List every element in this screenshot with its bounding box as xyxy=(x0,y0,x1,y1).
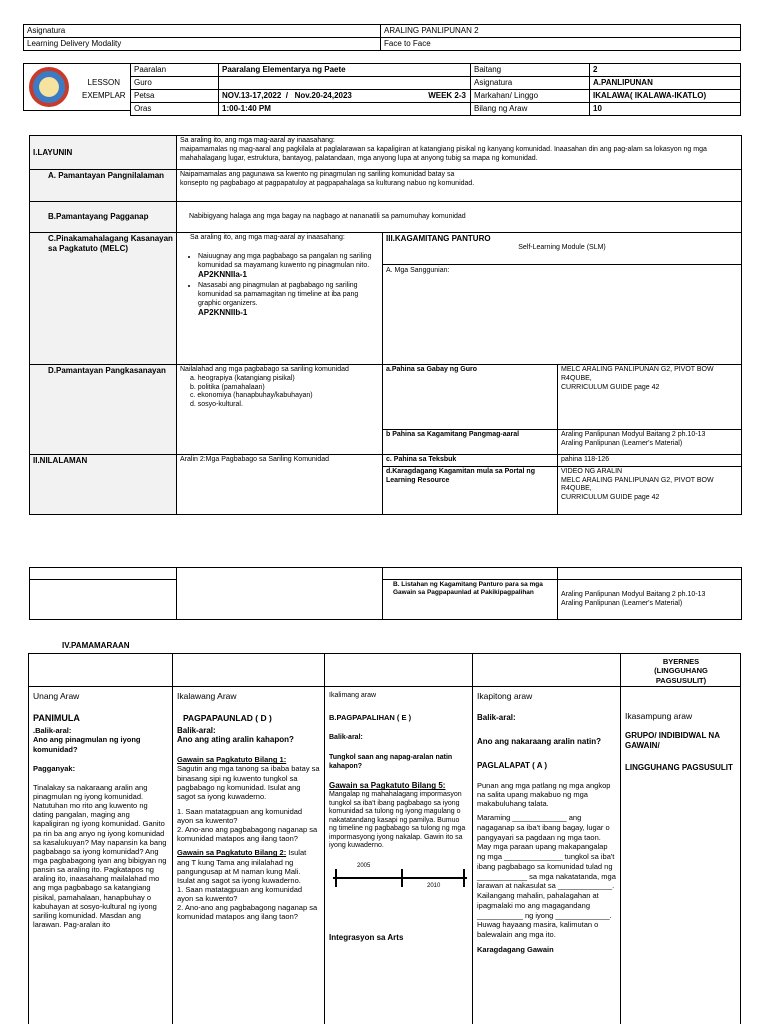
col2-g1-title: Gawain sa Pagkatuto Bilang 1: xyxy=(177,755,287,765)
melc-item-1-text: Naiuugnay ang mga pagbabago sa pangalan ng sariling komunidad sa mayamang kuwento ng pinagmulan nito. xyxy=(198,252,372,269)
col1-balik: .Balik-aral: xyxy=(33,726,72,736)
col4-p3: Karagdagang Gawain xyxy=(477,944,554,954)
col2-day: Ikalawang Araw xyxy=(177,691,237,701)
col3-gawain-text: Mangalap ng mahahalagang impormasyon tungkol sa iba't ibang pagbabago sa iyong komunidad sa tulong ng iyong magulang o nakatatandang kasapi ng pamilya. Bumuo ng timeline ng pagbabago sa tulong ng mga impormasyong iyong nakalap. Gawin ito sa iyong kuwaderno. xyxy=(329,791,466,850)
nilalaman-text: Aralin 2:Mga Pagbabago sa Sariling Komunidad xyxy=(177,455,383,515)
pamamaraan-title: IV.PAMAMARAAN xyxy=(62,641,130,650)
kagamitan-block xyxy=(383,233,741,265)
col2-g2-text: Isulat ang T kung Tama ang inilalahad ng pangungusap at M naman kung Mali. Isulat ang sagot sa iyong kuwaderno. xyxy=(177,848,307,885)
col2-g2-title: Gawain sa Pagkatuto Bilang 2: xyxy=(177,848,287,858)
byernes-label: BYERNES (LINGGUHANG PAGSUSULIT) xyxy=(654,657,708,685)
week-label: WEEK 2-3 xyxy=(428,91,466,100)
oras-label: Oras xyxy=(131,103,219,116)
pangkasanayan-item-3: c. ekonomiya (hanapbuhay/kabuhayan) xyxy=(190,392,313,400)
pamantayan-b-label: B.Pamantayang Pagganap xyxy=(30,202,177,233)
col2-g1-questions: 1. Saan matatagpuan ang komunidad ayon sa kuwento? 2. Ano-ano ang pagbabagong naganap sa komunidad matapos ang ilang taon? xyxy=(177,806,318,844)
paaralan-value: Paaralang Elementarya ng Paete xyxy=(219,64,471,77)
col-ikapitong-araw xyxy=(472,687,621,1024)
col4-p2: Maraming _____________ ang nagaganap sa iba't ibang bagay, lugar o pangyayari sa pagdaan ng mga taon. May mga paraan upang makapangalap ng mga ______________ tungkol sa iba't ibang pagbabago sa komunidad tulad ng ____________ sa mga nakatatanda, mga larawan at nakasulat sa _____________. Kailangang mahalin, pahalagahan at ipagmalaki mo ang magagandang ___________ ng iyong _____________. Huwag hayaang masira, kalimutan o balewalain ang mga ito. xyxy=(477,813,616,940)
col1-question: Ano ang pinagmulan ng iyong komunidad? xyxy=(33,735,141,754)
second-empty-2 xyxy=(177,568,383,620)
kagamitan-text: Self-Learning Module (SLM) xyxy=(518,244,606,251)
layunin-label: I.LAYUNIN xyxy=(30,136,177,170)
baitang-label: Baitang xyxy=(471,64,590,77)
timeline-tick-2 xyxy=(401,869,403,887)
melc-code-1: AP2KNNIIa-1 xyxy=(198,270,247,280)
baitang-value: 2 xyxy=(590,64,741,77)
pangkasanayan-item-4: d. sosyo-kultural. xyxy=(190,401,243,408)
sanggunian-label: A. Mga Sanggunian: xyxy=(386,267,450,274)
col3-day: Ikalimang araw xyxy=(329,692,377,699)
school-seal-icon xyxy=(29,67,69,107)
second-empty-3 xyxy=(383,568,558,580)
modality-label: Learning Delivery Modality xyxy=(24,38,381,51)
petsa-label: Petsa xyxy=(131,90,219,103)
second-empty-4 xyxy=(558,568,742,580)
melc-content xyxy=(177,233,383,365)
col2-g2-questions: 1. Saan matatagpuan ang komunidad ayon sa kuwento? 2. Ano-ano ang pagbabagong naganap sa komunidad matapos ang ilang taon? xyxy=(177,885,318,922)
melc-item-2 xyxy=(198,282,379,319)
mag-aaral-text: Araling Panlipunan Modyul Baitang 2 ph.10-13 Araling Panlipunan (Learner's Material) xyxy=(558,430,742,455)
col5-day: Ikasampung araw xyxy=(625,711,693,721)
main-objectives-table xyxy=(29,135,742,515)
pangkasanayan-content xyxy=(177,365,383,455)
markahan-label: Markahan/ Linggo xyxy=(471,90,590,103)
asignatura-label: Asignatura xyxy=(24,25,381,38)
col1-body: Tinalakay sa nakaraang aralin ang pinagmulan ng iyong komunidad. Natutuhan mo rito ang kuwento ng dating pangalan, maging ang kapaligiran ng iyong komunidad. Ganito pa rin ba ang anyo ng iyong komunidad sa kasalukuyan? May napansin ka bang pagbabago sa iyong komunidad? Ang mga pagbabagong iyan ang bibigyan ng pansin sa araling ito. Pagkatapos ng araling ito, inaasahang mailalahad mo ang mga pagbabago sa katangiang pisikal, pamahalaan, hanapbuhay o kabuhayan at sosyo-kultural ng iyong sariling komunidad. Masdan ang larawan. Pag-aralan ito xyxy=(33,782,167,929)
col2-balik: Balik-aral: xyxy=(177,725,216,735)
modality-value: Face to Face xyxy=(381,38,741,51)
pangkasanayan-label: D.Pamantayan Pangkasanayan xyxy=(30,365,177,455)
col4-balik: Balik-aral: xyxy=(477,713,516,723)
melc-intro: Sa araling ito, ang mga mag-aaral ay inaasahang: xyxy=(190,234,345,241)
lesson-exemplar-label: LESSON EXEMPLAR xyxy=(82,78,126,100)
timeline-year-1: 2005 xyxy=(357,862,371,869)
col2-gawain-2 xyxy=(177,848,320,885)
kagamitan-cell xyxy=(383,233,742,365)
divider-3 xyxy=(472,653,473,687)
melc-item-2-text: Nasasabi ang pinagmulan at pagbabago ng sariling komunidad sa pamamagitan ng timeline at iba pang graphic organizers. xyxy=(198,282,359,307)
petsa-dates: NOV.13-17,2022 / Nov.20-24,2023 xyxy=(222,91,352,100)
bilang-value: 10 xyxy=(590,103,741,116)
col4-heading: PAGLALAPAT ( A ) xyxy=(477,760,548,770)
pangkasanayan-item-1: a. heograpiya (katangiang pisikal) xyxy=(190,374,295,382)
col4-p1: Punan ang mga patlang ng mga angkop na salita upang makabuo ng mga makabuluhang talata. xyxy=(477,780,611,808)
bilang-label: Bilang ng Araw xyxy=(471,103,590,116)
col3-question: Tungkol saan ang napag-aralan natin kahapon? xyxy=(329,754,453,770)
guro-label: Guro xyxy=(131,77,219,90)
divider-2 xyxy=(324,653,325,687)
gabay-text: MELC ARALING PANLIPUNAN G2, PIVOT BOW R4QUBE, CURRICULUM GUIDE page 42 xyxy=(558,365,742,430)
mag-aaral-label: b Pahina sa Kagamitang Pangmag-aaral xyxy=(383,430,558,455)
asignatura-value: ARALING PANLIPUNAN 2 xyxy=(381,25,741,38)
teksbuk-text: pahina 118-126 xyxy=(558,455,742,467)
second-table xyxy=(29,567,742,620)
markahan-value: IKALAWA( IKALAWA-IKATLO) xyxy=(590,90,741,103)
divider-1 xyxy=(172,653,173,687)
layunin-text: Sa araling ito, ang mga mag-aaral ay inaasahang: maipamamalas ng mag-aaral ang pagkilala at paglalarawan sa kapaligiran at katangiang pisikal ng kanyang komunidad. Inaasahan din ang pag-alam sa lokasyon ng mga mahahalagang lugar, estruktura, bantayog, palatandaan, mga anyong lupa at anyong tubig sa mapa ng komunidad. xyxy=(177,136,742,170)
col-unang-araw xyxy=(28,687,173,1024)
header-table xyxy=(130,63,741,116)
col3-heading: B.PAGPAPALIHAN ( E ) xyxy=(329,712,412,722)
top-info-table xyxy=(23,24,741,51)
pamantayan-a-label: A. Pamantayan Pangnilalaman xyxy=(30,170,177,202)
guro-value xyxy=(219,77,471,90)
paaralan-label: Paaralan xyxy=(131,64,219,77)
portal-text: VIDEO NG ARALIN MELC ARALING PANLIPUNAN G2, PIVOT BOW R4QUBE, CURRICULUM GUIDE page 42 xyxy=(558,466,742,514)
col2-question: Ano ang ating aralin kahapon? xyxy=(177,735,294,745)
col2-heading: PAGPAPAUNLAD ( D ) xyxy=(183,713,272,724)
col-ikalawang-araw xyxy=(172,687,325,1024)
timeline-tick-1 xyxy=(335,869,337,887)
melc-code-2: AP2KNNIIb-1 xyxy=(198,308,248,318)
col-ikalimang-araw xyxy=(324,687,473,1024)
melc-list xyxy=(180,253,379,319)
second-empty-5 xyxy=(30,580,177,620)
col2-gawain-1 xyxy=(177,755,320,801)
oras-value: 1:00-1:40 PM xyxy=(219,103,471,116)
col2-g1-text: Sagutin ang mga tanong sa ibaba batay sa binasang sipi ng kuwento tungkol sa pagbabago ng komunidad. Isulat ang sagot sa iyong kuwaderno. xyxy=(177,764,320,801)
col5-sub: LINGGUHANG PAGSUSULIT xyxy=(625,762,733,772)
timeline-tick-3 xyxy=(463,869,465,887)
timeline xyxy=(329,863,468,913)
gabay-label: a.Pahina sa Gabay ng Guro xyxy=(383,365,558,430)
timeline-year-2: 2010 xyxy=(427,882,441,889)
asignatura2-label: Asignatura xyxy=(471,77,590,90)
petsa-value xyxy=(219,90,471,103)
col1-day: Unang Araw xyxy=(33,691,80,701)
pamantayan-b-text: Nabibigyang halaga ang mga bagay na nagbago at nananatili sa pamumuhay komunidad xyxy=(177,202,742,233)
kagamitan-listahan-text: Araling Panlipunan Modyul Baitang 2 ph.10-13 Araling Panlipunan (Learner's Material) xyxy=(558,580,742,620)
col3-balik: Balik-aral: xyxy=(329,733,363,741)
col3-integrasyon: Integrasyon sa Arts xyxy=(329,932,404,942)
second-empty-1 xyxy=(30,568,177,580)
col-ikasampung-araw xyxy=(620,687,741,1024)
col1-heading: PANIMULA xyxy=(33,713,80,724)
kagamitan-label: III.KAGAMITANG PANTURO xyxy=(386,234,491,243)
nilalaman-label: II.NILALAMAN xyxy=(30,455,177,515)
col1-pagganyak: Pagganyak: xyxy=(33,763,76,773)
col4-question: Ano ang nakaraang aralin natin? xyxy=(477,737,602,747)
col4-day: Ikapitong araw xyxy=(477,691,533,701)
pangkasanayan-text: Nailalahad ang mga pagbabago sa sariling komunidad xyxy=(180,366,349,373)
pangkasanayan-item-2: b. politika (pamahalaan) xyxy=(190,383,265,391)
kagamitan-listahan-label: B. Listahan ng Kagamitang Panturo para sa mga Gawain sa Pagpapaunlad at Pakikipagpalihan xyxy=(383,580,558,620)
melc-label: C.Pinakamahalagang Kasanayan sa Pagkatuto (MELC) xyxy=(30,233,177,365)
col3-gawain-title: Gawain sa Pagkatuto Bilang 5: xyxy=(329,781,446,791)
teksbuk-label: c. Pahina sa Teksbuk xyxy=(383,455,558,467)
col5-heading: GRUPO/ INDIBIDWAL NA GAWAIN/ xyxy=(625,731,720,751)
pamantayan-a-text: Naipamamalas ang pagunawa sa kwento ng pinagmulan ng sariling komunidad batay sa konsepto ng pagbabago at pagpapatuloy at pagpapahalaga sa kulturang nabuo ng komunidad. xyxy=(177,170,742,202)
header-logo-cell xyxy=(23,63,131,111)
melc-item-1 xyxy=(198,253,379,281)
asignatura2-value: A.PANLIPUNAN xyxy=(590,77,741,90)
timeline-line xyxy=(333,877,467,879)
portal-label: d.Karagdagang Kagamitan mula sa Portal ng Learning Resource xyxy=(383,466,558,514)
